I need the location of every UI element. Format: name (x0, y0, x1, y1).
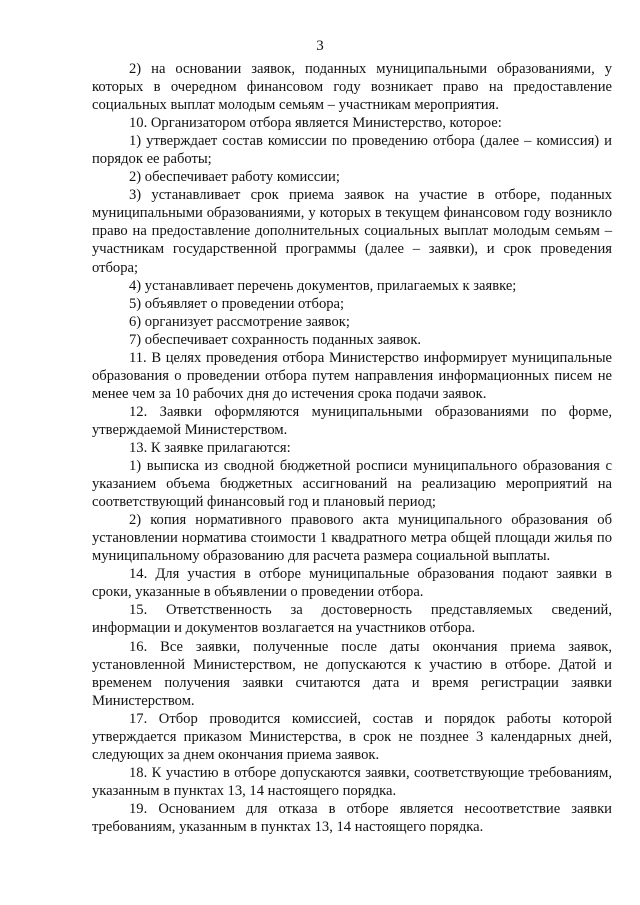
page-number: 3 (316, 38, 324, 54)
paragraph-10-4: 4) устанавливает перечень документов, прилагаемых к заявке; (129, 277, 517, 294)
paragraph-9-2: 2) на основании заявок, поданных муниципальными образованиями, у которых в очередном финансовом году возникает право на предоставление социальных выплат молодым семьям – участникам мероприятия. (92, 61, 612, 114)
paragraph-10: 10. Организатором отбора является Министерство, которое: (129, 115, 502, 132)
paragraph-10-3: 3) устанавливает срок приема заявок на участие в отборе, поданных муниципальными образованиями, у которых в текущем финансовом году возникло право на предоставление дополнительных социальных выплат молодым семьям – участникам государственной программы (далее – заявки), и срок проведения отбора; (92, 187, 612, 276)
paragraph-10-5: 5) объявляет о проведении отбора; (129, 295, 345, 312)
paragraph-17: 17. Отбор проводится комиссией, состав и порядок работы которой утверждается приказом Министерства, в срок не позднее 3 календарных дней, следующих за днем окончания приема заявок. (92, 710, 612, 763)
paragraph-19: 19. Основанием для отказа в отборе является несоответствие заявки требованиям, указанным в пунктах 13, 14 настоящего порядка. (92, 800, 612, 835)
paragraph-10-2: 2) обеспечивает работу комиссии; (129, 169, 340, 186)
paragraph-18: 18. К участию в отборе допускаются заявки, соответствующие требованиям, указанным в пунктах 13, 14 настоящего порядка. (92, 764, 612, 799)
paragraph-13: 13. К заявке прилагаются: (129, 439, 291, 456)
paragraph-14: 14. Для участия в отборе муниципальные образования подают заявки в сроки, указанные в объявлении о проведении отбора. (92, 566, 612, 601)
paragraph-10-6: 6) организует рассмотрение заявок; (129, 313, 350, 330)
paragraph-10-1: 1) утверждает состав комиссии по проведению отбора (далее – комиссия) и порядок ее работы; (92, 133, 612, 168)
paragraph-16: 16. Все заявки, полученные после даты окончания приема заявок, установленной Министерством, не допускаются к участию в отборе. Датой и временем получения заявки считаются дата и время регистрации заявки Министерством. (92, 638, 612, 709)
paragraph-12: 12. Заявки оформляются муниципальными образованиями по форме, утверждаемой Министерством. (92, 403, 612, 438)
paragraph-11: 11. В целях проведения отбора Министерство информирует муниципальные образования о проведении отбора путем направления информационных писем не менее чем за 10 рабочих дня до истечения срока подачи заявок. (92, 349, 612, 402)
paragraph-15: 15. Ответственность за достоверность представляемых сведений, информации и документов возлагается на участников отбора. (92, 602, 612, 637)
paragraph-13-1: 1) выписка из сводной бюджетной росписи муниципального образования с указанием объема бюджетных ассигнований на реализацию мероприятий на соответствующий финансовый год и плановый период; (92, 458, 612, 511)
paragraph-10-7: 7) обеспечивает сохранность поданных заявок. (129, 331, 422, 348)
paragraph-13-2: 2) копия нормативного правового акта муниципального образования об установлении норматива стоимости 1 квадратного метра общей площади жилья по муниципальному образованию для расчета размера социальной выплаты. (92, 512, 612, 565)
document-body (92, 60, 612, 836)
